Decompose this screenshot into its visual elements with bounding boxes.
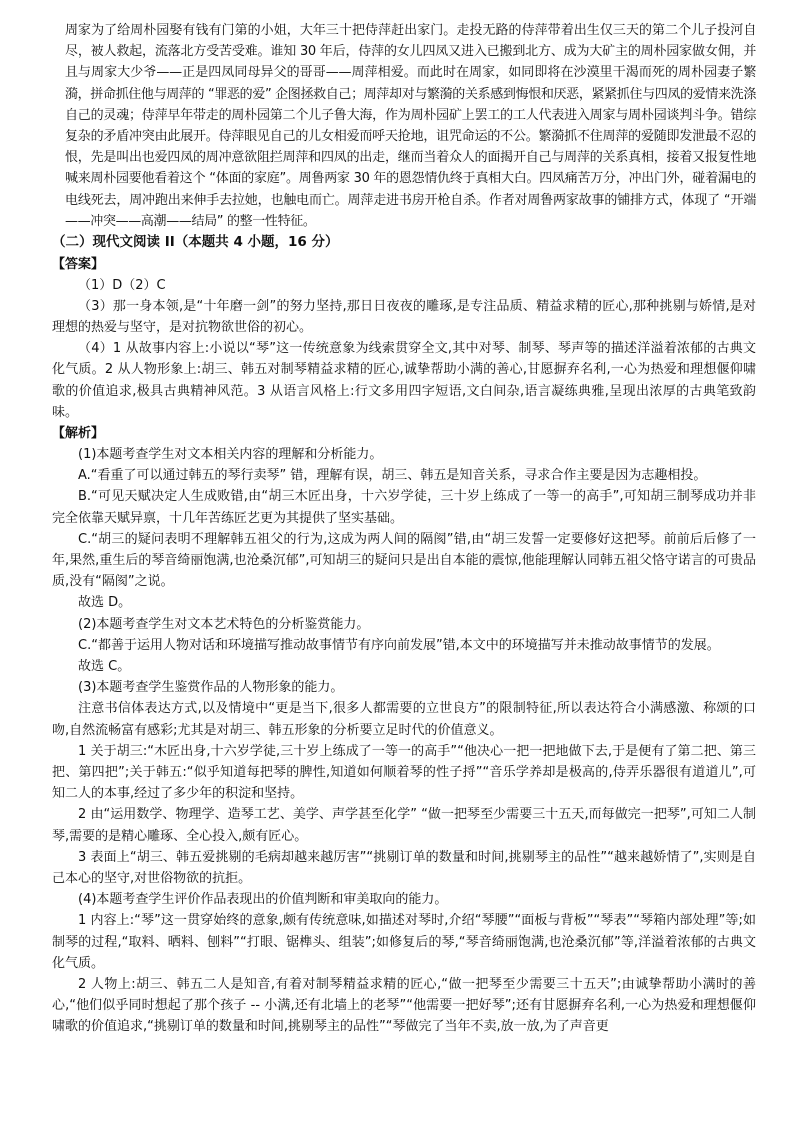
analysis-3-point-2: 2 由“运用数学、物理学、造琴工艺、美学、声学甚至化学” “做一把琴至少需要三十五天,而每做完一把琴”,可知二人制琴,需要的是精心雕琢、全心投入,颇有匠心。 — [52, 807, 756, 844]
answer-label: 【答案】 — [52, 256, 105, 272]
document-page — [52, 20, 756, 1038]
analysis-3-point-1: 1 关于胡三:“木匠出身,十六岁学徒,三十岁上练成了一等一的高手”“他决心一把一把地做下去,于是便有了第二把、第三把、第四把”;关于韩五:“似乎知道每把琴的脾性,知道如何顺着琴的性子捋”“音乐学养却是极高的,侍弄乐器很有道道儿”,可知二人的本事,经过了多少年的积淀和坚持。 — [52, 743, 756, 802]
analysis-2-conclusion: 故选 C。 — [78, 658, 131, 674]
analysis-3-note: 注意书信体表达方式,以及情境中“更是当下,很多人都需要的立世良方”的限制特征,所以表达符合小满感激、称颂的口吻,自然流畅富有感彩;尤其是对胡三、韩五形象的分析要立足时代的价值意义。 — [52, 701, 756, 738]
analysis-1-option-c: C.“胡三的疑问表明不理解韩五祖父的行为,这成为两人间的隔阂”错,由“胡三发誓一定要修好这把琴。前前后后修了一年,果然,重生后的琴音绮丽饱满,也沧桑沉郁”,可知胡三的疑问只是出自本能的震惊,他能理解认同韩五祖父恪守诺言的可贵品质,没有“隔阂”之说。 — [52, 531, 756, 590]
analysis-3-intro: (3)本题考查学生鉴赏作品的人物形象的能力。 — [78, 680, 344, 696]
analysis-4-point-1: 1 内容上:“琴”这一贯穿始终的意象,颇有传统意味,如描述对琴时,介绍“琴腰”“面板与背板”“琴表”“琴箱内部处理”等;如制琴的过程,“取料、晒料、刨料”“打眼、锯榫头、组装”;如修复后的琴,“琴音绮丽饱满,也沧桑沉郁”等,洋溢着浓郁的古典文化气质。 — [52, 913, 756, 971]
analysis-4-intro: (4)本题考查学生评价作品表现出的价值判断和审美取向的能力。 — [78, 892, 448, 908]
intro-paragraph: 周家为了给周朴园娶有钱有门第的小姐，大年三十把侍萍赶出家门。走投无路的侍萍带着出生仅三天的第二个儿子投河自尽，被人救起，流落北方受苦受难。谁知 30 年后，侍萍的女儿四凤又进入已搬到北方、成为大矿主的周朴园家做女佣，并且与周家大少爷——正是四凤同母异父的哥哥——周萍相爱。而此时在周家，如同即将在沙漠里干渴而死的周朴园妻子繁漪，拼命抓住他与周萍的 “罪恶的爱” 企图拯救自己；周萍却对与繁漪的关系感到悔恨和厌恶，紧紧抓住与四凤的爱情来洗涤自己的灵魂；侍萍早年带走的周朴园第二个儿子鲁大海，作为周朴园矿上罢工的工人代表进入周家与周朴园谈判斗争。错综复杂的矛盾冲突由此展开。侍萍眼见自己的儿女相爱而呼天抢地，诅咒命运的不公。繁漪抓不住周萍的爱随即发泄最不忍的恨，先是叫出也爱四凤的周冲意欲阻拦周萍和四凤的出走，继而当着众人的面揭开自己与周萍的关系真相，接着又报复性地喊来周朴园要他看着这个 “体面的家庭”。周鲁两家 30 年的恩怨情仇终于真相大白。四凤痛苦万分，冲出门外，碰着漏电的电线死去，周冲跑出来伸手去拉她，也触电而亡。周萍走进书房开枪自杀。作者对周鲁两家故事的铺排方式，体现了 “开端——冲突——高潮——结局” 的整一性特征。 — [65, 23, 756, 229]
answer-3: （3）那一身本领,是“十年磨一剑”的努力坚持,那日日夜夜的雕琢,是专注品质、精益求精的匠心,那种挑剔与娇情,是对理想的热爱与坚守，是对抗物欲世俗的初心。 — [52, 298, 756, 335]
analysis-label: 【解析】 — [52, 425, 105, 441]
analysis-4-point-2: 2 人物上:胡三、韩五二人是知音,有着对制琴精益求精的匠心,“做一把琴至少需要三十五天”;由诚挚帮助小满时的善心,“他们似乎同时想起了那个孩子 -- 小满,还有北墙上的老琴”“他需要一把好琴”;还有甘愿摒弃名利,一心为热爱和理想偃仰啸歌的价值追求,“挑剔订单的数量和时间,挑剔琴主的品性”“琴做完了当年不卖,放一放,为了声音更 — [52, 977, 756, 1035]
analysis-1-option-b: B.“可见天赋决定人生成败错,由“胡三木匠出身，十六岁学徒，三十岁上练成了一等一的高手”,可知胡三制琴成功并非完全依靠天赋异禀，十几年苦练匠艺更为其提供了坚实基础。 — [52, 489, 756, 526]
analysis-1-intro: (1)本题考查学生对文本相关内容的理解和分析能力。 — [78, 446, 383, 462]
analysis-2-intro: (2)本题考查学生对文本艺术特色的分析鉴赏能力。 — [78, 616, 370, 632]
analysis-2-option-c: C.“都善于运用人物对话和环境描写推动故事情节有序向前发展”错,本文中的环境描写并未推动故事情节的发展。 — [78, 637, 720, 653]
section-heading: （二）现代文阅读 II（本题共 4 小题，16 分） — [52, 234, 339, 251]
answer-1-2: （1）D（2）C — [78, 277, 166, 293]
analysis-1-option-a: A.“看重了可以通过韩五的琴行卖琴” 错，理解有误，胡三、韩五是知音关系，寻求合作主要是因为志趣相投。 — [78, 468, 707, 484]
analysis-3-point-3: 3 表面上“胡三、韩五爱挑剔的毛病却越来越厉害”“挑剔订单的数量和时间,挑剔琴主的品性”“越来越娇情了”,实则是自己本心的坚守,对世俗物欲的抗拒。 — [52, 849, 756, 887]
answer-4: （4）1 从故事内容上:小说以“琴”这一传统意象为线索贯穿全文,其中对琴、制琴、琴声等的描述洋溢着浓郁的古典文化气质。2 从人物形象上:胡三、韩五对制琴精益求精的匠心,诚挚帮助小满的善心,甘愿摒弃名利,一心为热爱和理想偃仰啸歌的价值追求,极具古典精神风范。3 从语言风格上:行文多用四字短语,文白间杂,语言凝练典雅,呈现出浓厚的古典笔致韵味。 — [52, 341, 756, 420]
analysis-1-conclusion: 故选 D。 — [78, 595, 132, 611]
